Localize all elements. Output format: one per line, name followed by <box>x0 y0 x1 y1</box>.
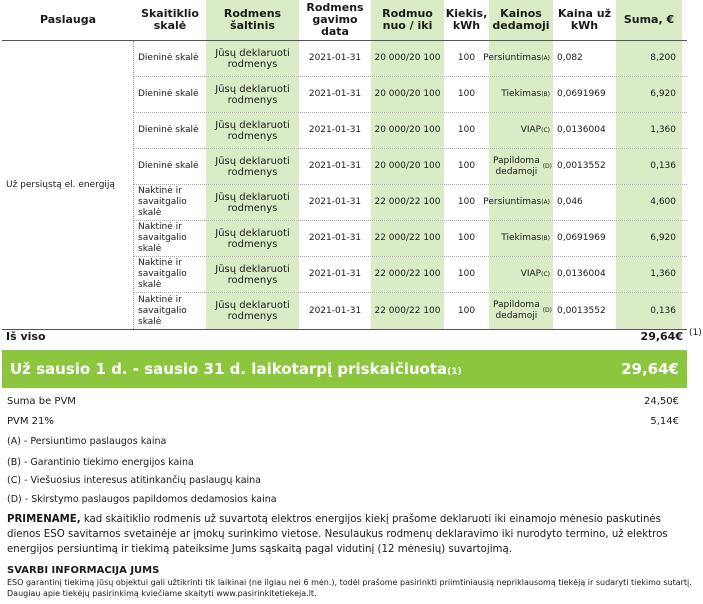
source-cell: Jūsų deklaruoti rodmenys <box>206 293 299 329</box>
scale-cell: Naktinė ir savaitgalio skalė <box>138 258 187 290</box>
source-cell: Jūsų deklaruoti rodmenys <box>206 257 299 292</box>
scale-cell: Naktinė ir savaitgalio skalė <box>138 186 187 218</box>
qty-cell: 100 <box>457 53 476 63</box>
vat-label: PVM 21% <box>7 416 54 427</box>
banner-value: 29,64€ <box>621 360 679 378</box>
table-body <box>2 40 687 330</box>
reading-cell: 22 000/22 100 <box>371 293 444 329</box>
header-price: Kaina už kWh <box>557 7 612 32</box>
reading-cell: 22 000/22 100 <box>371 221 444 256</box>
sum-cell: 6,920 <box>616 221 682 256</box>
total-row <box>2 325 687 347</box>
source-cell: Jūsų deklaruoti rodmenys <box>206 77 299 112</box>
total-label: Iš viso <box>6 329 46 343</box>
banner-label-wrap <box>10 360 462 378</box>
qty-cell: 100 <box>457 269 476 279</box>
important-info-line1: ESO garantinį tiekimą jūsų objektui gali užtikrinti tik laikinai (ne ilgiau nei 6 mėn.), todėl prašome pasirinkti priimtiniausią nepriklausomą tiekėją ir sudaryti tiekimo sutartį. <box>7 578 692 587</box>
sum-without-vat-label: Suma be PVM <box>7 396 76 407</box>
vat-line <box>7 416 679 427</box>
legend-item: (A) - Persiuntimo paslaugos kaina <box>7 436 167 447</box>
sum-without-vat-value: 24,50€ <box>644 396 679 407</box>
banner-label: Už sausio 1 d. - sausio 31 d. laikotarpį priskaičiuota <box>10 360 448 378</box>
table-row <box>134 185 687 221</box>
qty-cell: 100 <box>457 305 476 316</box>
reading-cell: 20 000/20 100 <box>371 41 444 76</box>
banner-note: (1) <box>447 367 462 377</box>
component-label: Tiekimas <box>501 89 542 99</box>
header-date: Rodmens gavimo data <box>306 1 364 38</box>
total-value: 29,64€ <box>640 329 683 343</box>
sum-cell: 1,360 <box>616 113 682 148</box>
table-row <box>134 41 687 77</box>
price-cell: 0,0013552 <box>557 161 606 171</box>
date-cell: 2021-01-31 <box>308 89 362 99</box>
qty-cell: 100 <box>457 89 476 99</box>
table-row <box>134 149 687 185</box>
price-cell: 0,0691969 <box>557 89 606 99</box>
header-source: Rodmens šaltinis <box>206 0 299 40</box>
component-label: Papildoma dedamoji <box>492 155 540 177</box>
header-component: Kainos dedamoji <box>489 0 553 40</box>
table-row <box>134 257 687 293</box>
sum-cell: 4,600 <box>616 185 682 220</box>
reading-cell: 20 000/20 100 <box>371 77 444 112</box>
reading-cell: 20 000/20 100 <box>371 113 444 148</box>
component-cell: Tiekimas (B) <box>489 77 553 112</box>
table-row <box>134 113 687 149</box>
sum-cell: 6,920 <box>616 77 682 112</box>
price-cell: 0,0691969 <box>557 233 606 243</box>
source-cell: Jūsų deklaruoti rodmenys <box>206 185 299 220</box>
charges-table <box>2 0 687 330</box>
date-cell: 2021-01-31 <box>308 161 362 171</box>
legend-item: (B) - Garantinio tiekimo energijos kaina <box>7 457 194 468</box>
component-label: Tiekimas <box>501 233 542 243</box>
source-cell: Jūsų deklaruoti rodmenys <box>206 221 299 256</box>
reading-cell: 20 000/20 100 <box>371 149 444 184</box>
reading-cell: 22 000/22 100 <box>371 185 444 220</box>
component-label: VIAP <box>520 269 542 279</box>
reading-cell: 22 000/22 100 <box>371 257 444 292</box>
scale-cell: Naktinė ir savaitgalio skalė <box>138 222 187 254</box>
component-cell: Persiuntimas (A) <box>489 41 553 76</box>
header-reading: Rodmuo nuo / iki <box>371 0 444 40</box>
date-cell: 2021-01-31 <box>308 53 362 63</box>
component-label: Papildoma dedamoji <box>492 300 540 321</box>
table-rows <box>134 41 687 329</box>
scale-cell: Dieninė skalė <box>138 53 199 63</box>
scale-cell: Dieninė skalė <box>138 125 199 135</box>
legend-item: (D) - Skirstymo paslaugos papildomos dedamosios kaina <box>7 494 277 505</box>
qty-cell: 100 <box>457 161 476 171</box>
component-cell: VIAP (C) <box>489 257 553 292</box>
reminder-text: kad skaitiklio rodmenis už suvartotą elektros energijos kiekį prašome deklaruoti iki einamojo mėnesio paskutinės dienos ESO savitarnos svetainėje ar įmokų surinkimo vietose. Nesulaukus rodmenų deklaravimo iki nurodyto termino, už elektros energijos persiuntimą ir tiekimą pateiksime Jums sąskaitą pagal vidutinį (12 mėnesių) suvartojimą. <box>7 514 668 555</box>
price-cell: 0,0013552 <box>557 305 606 316</box>
scale-cell: Dieninė skalė <box>138 161 199 171</box>
header-service: Paslauga <box>39 13 97 26</box>
price-cell: 0,0136004 <box>557 125 606 135</box>
sum-cell: 8,200 <box>616 41 682 76</box>
table-row <box>134 221 687 257</box>
header-sum: Suma, € <box>616 0 682 40</box>
component-cell: VIAP (C) <box>489 113 553 148</box>
total-note: (1) <box>689 328 702 338</box>
qty-cell: 100 <box>457 125 476 135</box>
service-name: Už persiųstą el. energiją <box>2 41 134 329</box>
source-cell: Jūsų deklaruoti rodmenys <box>206 149 299 184</box>
date-cell: 2021-01-31 <box>308 305 362 316</box>
component-cell: Tiekimas (B) <box>489 221 553 256</box>
table-row <box>134 77 687 113</box>
period-total-banner <box>2 350 687 388</box>
source-cell: Jūsų deklaruoti rodmenys <box>206 113 299 148</box>
component-cell: Papildoma dedamoji (D) <box>489 149 553 184</box>
component-label: Persiuntimas <box>483 53 542 63</box>
important-info-line2: Daugiau apie tiekėjų pasirinkimą kviečiame skaityti www.pasirinkitetiekeja.lt. <box>7 589 317 598</box>
date-cell: 2021-01-31 <box>308 125 362 135</box>
price-cell: 0,046 <box>557 197 583 207</box>
date-cell: 2021-01-31 <box>308 197 362 207</box>
vat-value: 5,14€ <box>650 416 679 427</box>
sum-without-vat <box>7 396 679 407</box>
header-scale: Skaitiklio skalė <box>141 7 199 32</box>
price-cell: 0,0136004 <box>557 269 606 279</box>
reminder-paragraph <box>7 512 687 557</box>
component-cell: Persiuntimas (A) <box>489 185 553 220</box>
date-cell: 2021-01-31 <box>308 233 362 243</box>
qty-cell: 100 <box>457 197 476 207</box>
reminder-title: PRIMENAME, <box>7 514 81 525</box>
sum-cell: 1,360 <box>616 257 682 292</box>
legend-item: (C) - Viešuosius interesus atitinkančių paslaugų kaina <box>7 475 262 486</box>
sum-cell: 0,136 <box>616 149 682 184</box>
component-label: Persiuntimas <box>483 197 542 207</box>
component-label: VIAP <box>520 125 542 135</box>
table-header <box>2 0 687 40</box>
date-cell: 2021-01-31 <box>308 269 362 279</box>
component-cell: Papildoma dedamoji (D) <box>489 293 553 329</box>
source-cell: Jūsų deklaruoti rodmenys <box>206 41 299 76</box>
table-row <box>134 293 687 329</box>
header-qty: Kiekis, kWh <box>445 7 488 32</box>
sum-cell: 0,136 <box>616 293 682 329</box>
scale-cell: Naktinė ir savaitgalio skalė <box>138 294 187 327</box>
scale-cell: Dieninė skalė <box>138 89 199 99</box>
important-info-title: SVARBI INFORMACIJA JUMS <box>7 565 160 576</box>
qty-cell: 100 <box>457 233 476 243</box>
price-cell: 0,082 <box>557 53 583 63</box>
